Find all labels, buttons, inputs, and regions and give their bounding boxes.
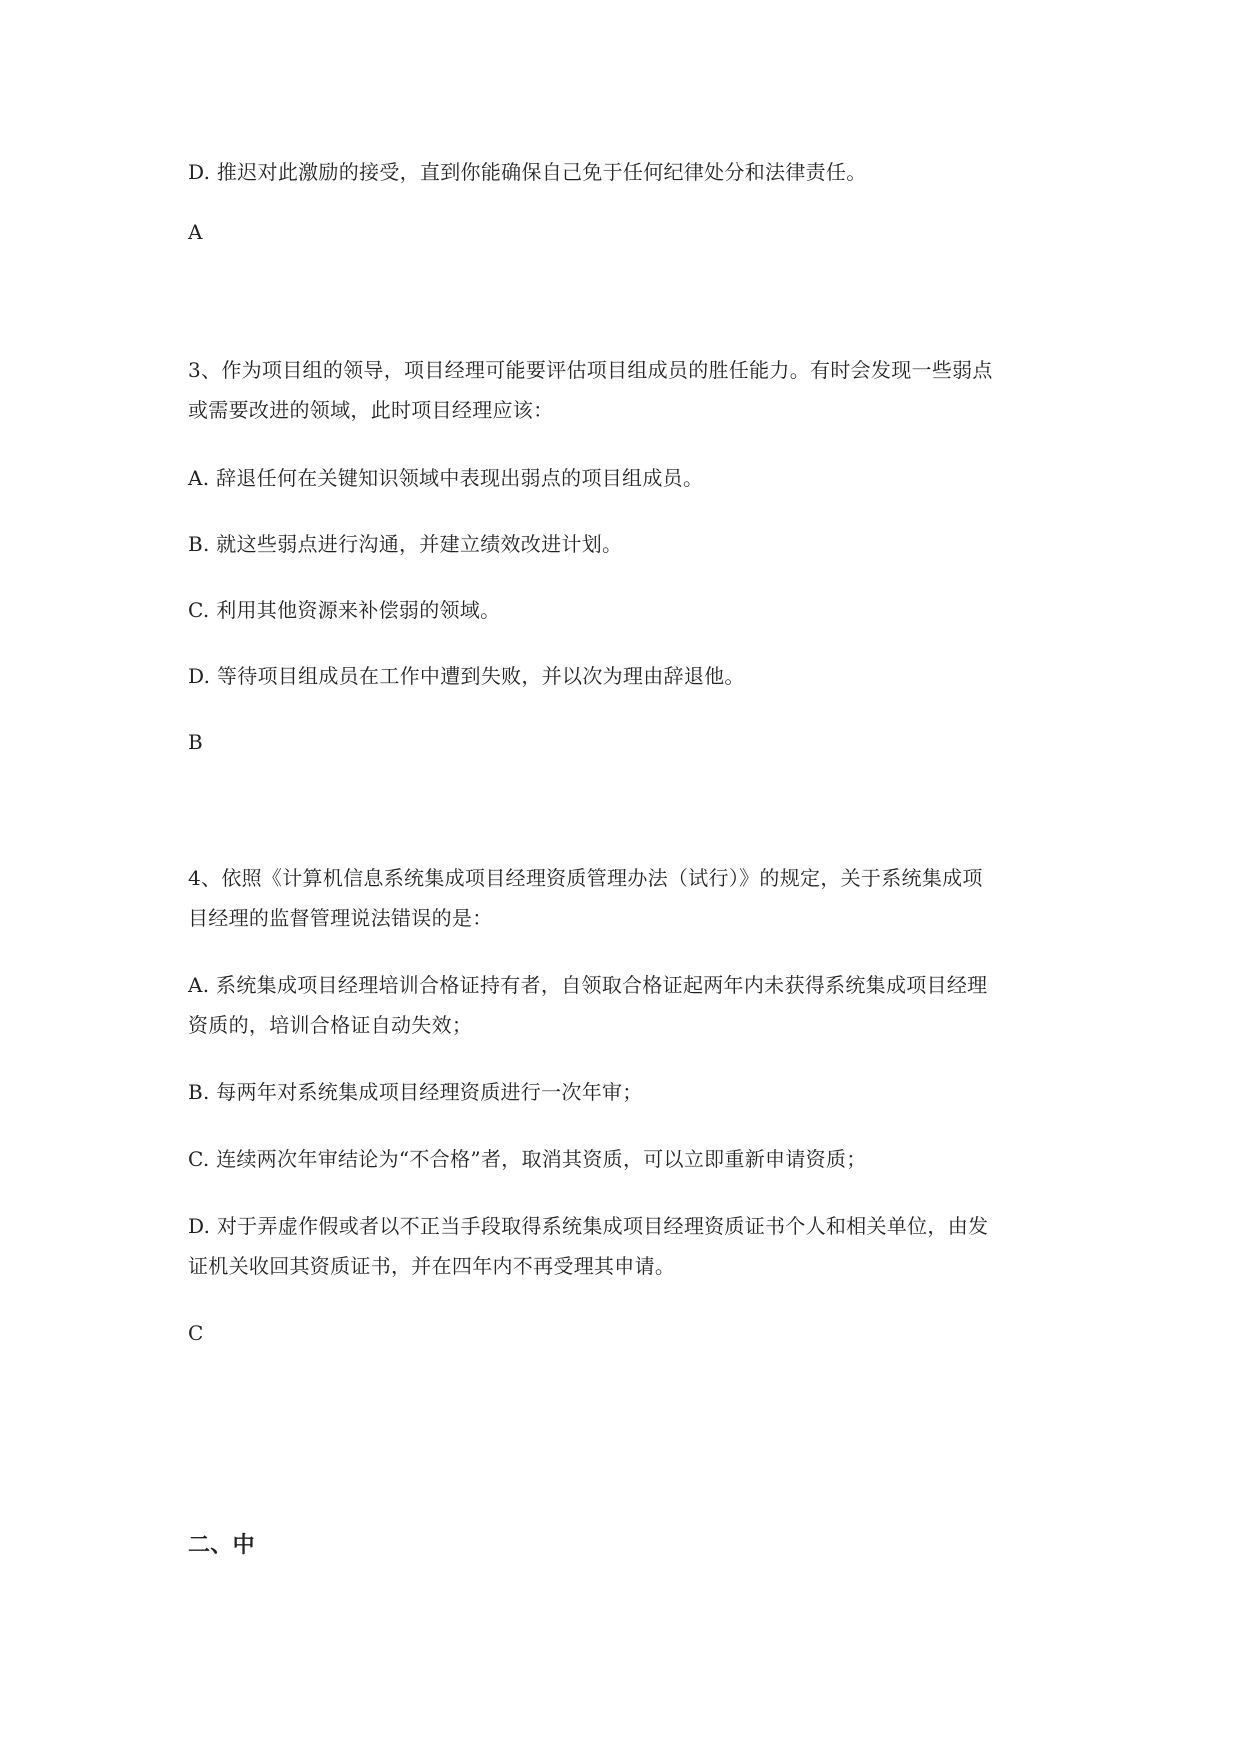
q4-option-b: B. 每两年对系统集成项目经理资质进行一次年审； (188, 1080, 643, 1104)
q4-option-d-line2: 证机关收回其资质证书，并在四年内不再受理其申请。 (188, 1254, 676, 1278)
q3-stem-line1: 3、作为项目组的领导，项目经理可能要评估项目组成员的胜任能力。有时会发现一些弱点 (188, 358, 993, 382)
q4-stem-line2: 目经理的监督管理说法错误的是： (188, 906, 493, 930)
q3-stem-line2: 或需要改进的领域，此时项目经理应该： (188, 398, 554, 422)
q2-option-d: D. 推迟对此激励的接受，直到你能确保自己免于任何纪律处分和法律责任。 (188, 160, 867, 184)
q3-option-b: B. 就这些弱点进行沟通，并建立绩效改进计划。 (188, 532, 623, 556)
q4-option-a-line1: A. 系统集成项目经理培训合格证持有者，自领取合格证起两年内未获得系统集成项目经理 (188, 973, 988, 997)
q2-answer: A (188, 220, 203, 244)
q3-option-a: A. 辞退任何在关键知识领域中表现出弱点的项目组成员。 (188, 466, 704, 490)
section-heading: 二、中 (188, 1533, 255, 1558)
q3-option-d: D. 等待项目组成员在工作中遭到失败，并以次为理由辞退他。 (188, 664, 745, 688)
q4-stem-line1: 4、依照《计算机信息系统集成项目经理资质管理办法（试行）》的规定，关于系统集成项 (188, 866, 983, 890)
q4-option-a-line2: 资质的，培训合格证自动失效； (188, 1013, 473, 1037)
q4-answer: C (188, 1321, 204, 1345)
q4-option-d-line1: D. 对于弄虚作假或者以不正当手段取得系统集成项目经理资质证书个人和相关单位，由发 (188, 1214, 989, 1238)
q4-option-c: C. 连续两次年审结论为“不合格”者，取消其资质，可以立即重新申请资质； (188, 1147, 867, 1171)
q3-answer: B (188, 730, 203, 754)
q3-option-c: C. 利用其他资源来补偿弱的领域。 (188, 598, 501, 622)
